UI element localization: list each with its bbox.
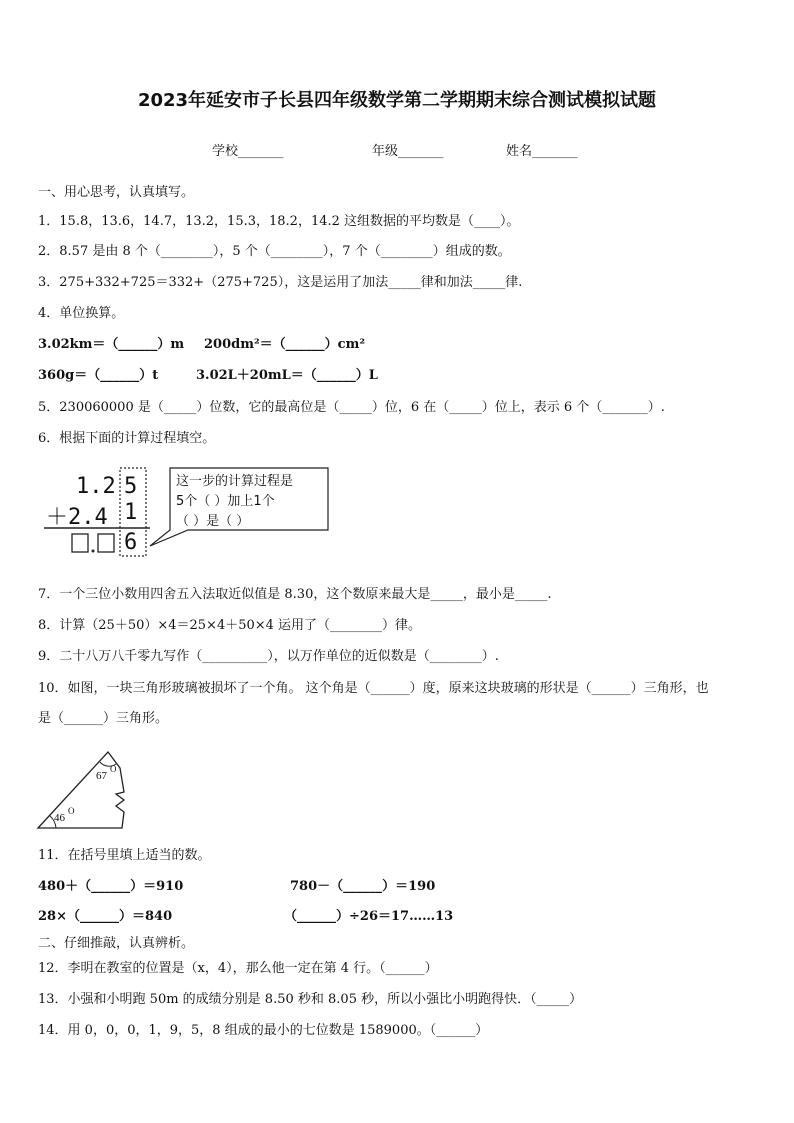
question-6: 6．根据下面的计算过程填空。 bbox=[38, 431, 216, 446]
question-11a: 480＋（______）＝910 bbox=[38, 879, 184, 894]
angle-46-label: 46 bbox=[54, 812, 65, 824]
addend-1: 1.2 bbox=[76, 474, 116, 499]
question-7: 7．一个三位小数用四舍五入法取近似值是 8.30，这个数原来最大是_____，最小是_____. bbox=[38, 587, 552, 602]
question-2: 2．8.57 是由 8 个（________），5 个（________），7 个（________）组成的数。 bbox=[38, 244, 511, 259]
triangle-svg bbox=[36, 748, 136, 832]
answer-box-2 bbox=[98, 534, 114, 552]
section-1-heading: 一、用心思考，认真填写。 bbox=[38, 185, 195, 200]
bubble-line-3: （ ）是（ ） bbox=[176, 514, 250, 529]
question-5: 5．230060000 是（_____）位数，它的最高位是（_____）位，6 在（_____）位上，表示 6 个（_______）. bbox=[38, 400, 665, 415]
grade-field: 年级_______ bbox=[372, 144, 444, 159]
question-14: 14．用 0，0，0，1，9，5，8 组成的最小的七位数是 1589000。（______） bbox=[38, 1023, 489, 1038]
question-3: 3．275+332+725＝332+（275+725），这是运用了加法_____律和加法_____律. bbox=[38, 275, 523, 290]
question-11c: 28×（______）＝840 bbox=[38, 909, 173, 924]
question-10-line-1: 10．如图，一块三角形玻璃被损坏了一个角。 这个角是（______）度，原来这块玻璃的形状是（______）三角形，也 bbox=[38, 681, 709, 696]
bubble-line-1: 这一步的计算过程是 bbox=[176, 474, 294, 489]
addend-2-digit: 1 bbox=[124, 500, 138, 525]
question-11: 11．在括号里填上适当的数。 bbox=[38, 848, 211, 863]
question-4c: 360g＝（______）t bbox=[38, 368, 159, 383]
question-9: 9．二十八万八千零九写作（__________），以万作单位的近似数是（________）. bbox=[38, 649, 499, 664]
question-8: 8．计算（25＋50）×4＝25×4＋50×4 运用了（________）律。 bbox=[38, 618, 422, 633]
calculation-figure bbox=[38, 462, 338, 562]
answer-box-1 bbox=[72, 534, 88, 552]
question-11b: 780－（______）＝190 bbox=[290, 879, 436, 894]
question-4d: 3.02L＋20mL＝（______）L bbox=[196, 368, 378, 383]
addend-2: ＋2.4 bbox=[46, 505, 108, 530]
broken-triangle-figure bbox=[36, 748, 136, 832]
question-13: 13．小强和小明跑 50m 的成绩分别是 8.50 秒和 8.05 秒，所以小强比小明跑得快．（_____） bbox=[38, 992, 583, 1007]
section-2-heading: 二、仔细推敲，认真辨析。 bbox=[38, 936, 195, 951]
addend-1-digit: 5 bbox=[124, 474, 138, 499]
question-12: 12．李明在教室的位置是（x，4），那么他一定在第 4 行。（______） bbox=[38, 961, 438, 976]
angle-46-degree: O bbox=[68, 806, 75, 816]
school-field: 学校_______ bbox=[212, 144, 284, 159]
question-11d: （______）÷26＝17……13 bbox=[284, 909, 454, 924]
question-4b: 200dm²＝（______）cm² bbox=[204, 337, 366, 352]
question-1: 1．15.8，13.6，14.7，13.2，15.3，18.2，14.2 这组数据的平均数是（____）。 bbox=[38, 214, 520, 229]
question-10-line-2: 是（______）三角形。 bbox=[38, 711, 169, 726]
question-4a: 3.02km＝（______）m bbox=[38, 337, 185, 352]
page-title: 2023年延安市子长县四年级数学第二学期期末综合测试模拟试题 bbox=[137, 90, 657, 111]
angle-67-degree: O bbox=[110, 764, 117, 774]
bubble-line-2: 5个（ ）加上1个 bbox=[176, 494, 275, 509]
angle-67-label: 67 bbox=[96, 770, 107, 782]
decimal-point bbox=[92, 550, 95, 553]
sum-digit: 6 bbox=[124, 530, 138, 555]
name-field: 姓名_______ bbox=[506, 144, 578, 159]
question-4: 4．单位换算。 bbox=[38, 306, 125, 321]
